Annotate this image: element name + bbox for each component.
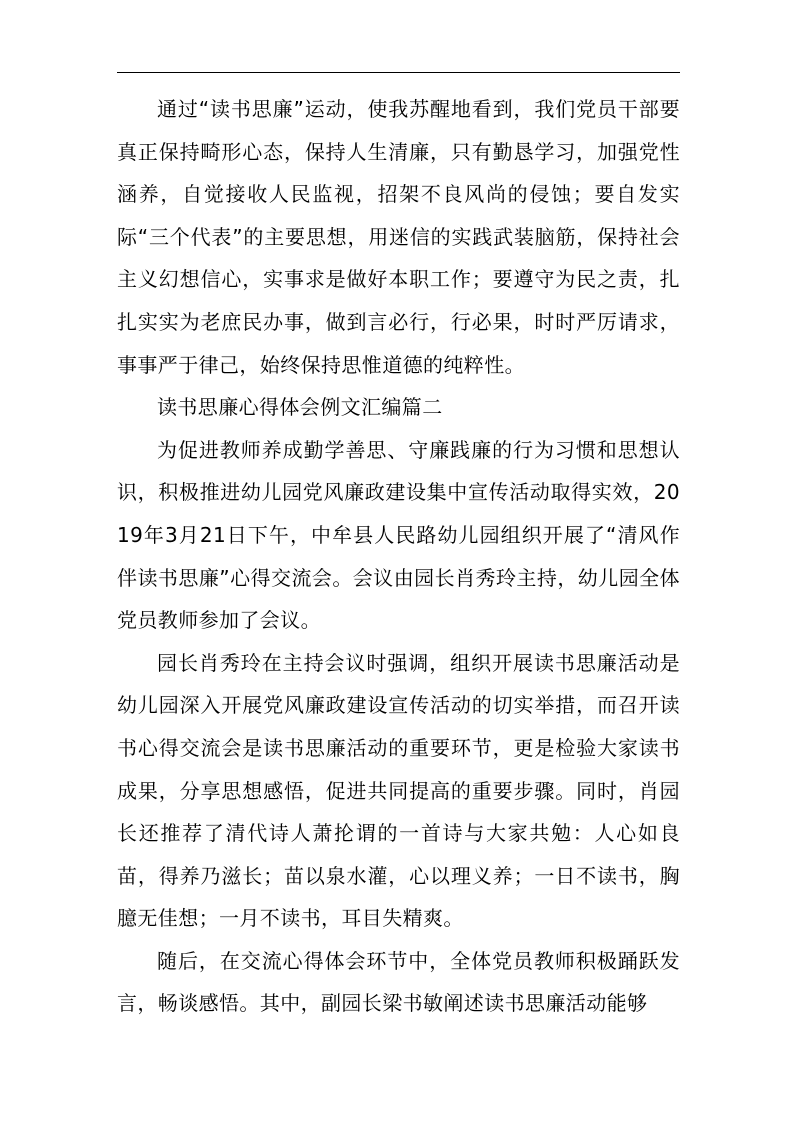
header-rule: [117, 72, 680, 73]
section-heading: 读书思廉心得体会例文汇编篇二: [157, 395, 443, 420]
document-body: [117, 88, 680, 1025]
paragraph-2: 为促进教师养成勤学善思、守廉践廉的行为习惯和思想认识，积极推进幼儿园党风廉政建设集中宣传活动取得实效，2019年3月21日下午，中牟县人民路幼儿园组织开展了“清风作伴读书思廉”心得交流会。会议由园长肖秀玲主持，幼儿园全体党员教师参加了会议。: [117, 437, 680, 633]
paragraph-4: 随后，在交流心得体会环节中，全体党员教师积极踊跃发言，畅谈感悟。其中，副园长梁书敏阐述读书思廉活动能够: [117, 948, 680, 1016]
paragraph-1: 通过“读书思廉”运动，使我苏醒地看到，我们党员干部要真正保持畸形心态，保持人生清廉，只有勤恳学习，加强党性涵养，自觉接收人民监视，招架不良风尚的侵蚀；要自发实际“三个代表”的主要思想，用迷信的实践武装脑筋，保持社会主义幻想信心，实事求是做好本职工作；要遵守为民之责，扎扎实实为老庶民办事，做到言必行，行必果，时时严厉请求，事事严于律己，始终保持思惟道德的纯粹性。: [117, 97, 680, 377]
paragraph-3: 园长肖秀玲在主持会议时强调，组织开展读书思廉活动是幼儿园深入开展党风廉政建设宣传活动的切实举措，而召开读书心得交流会是读书思廉活动的重要环节，更是检验大家读书成果，分享思想感悟，促进共同提高的重要步骤。同时，肖园长还推荐了清代诗人萧抡谓的一首诗与大家共勉：人心如良苗，得养乃滋长；苗以泉水灌，心以理义养；一日不读书，胸臆无佳想；一月不读书，耳目失精爽。: [117, 650, 680, 931]
